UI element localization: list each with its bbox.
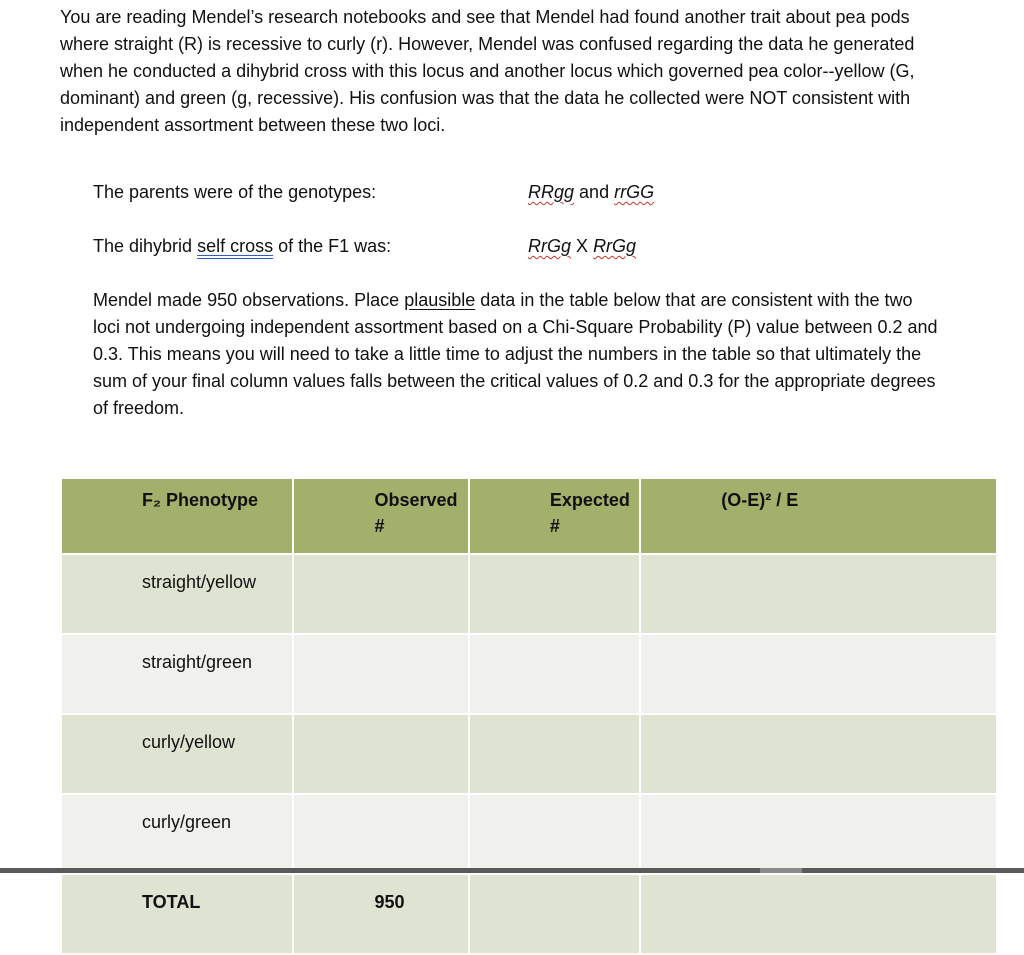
table-total-row [61,874,997,954]
parents-genotypes [528,179,654,206]
chi-square-table [60,477,998,955]
cell-chi[interactable] [640,794,997,874]
cell-observed[interactable] [293,714,468,794]
intro-paragraph: You are reading Mendel’s research notebooks and see that Mendel had found another trait about pea pods where straight (R) is recessive to curly (r). However, Mendel was confused regarding the data he generated when he conducted a dihybrid cross with this locus and another locus which governed pea color--yellow (G, dominant) and green (g, recessive). His confusion was that the data he collected were NOT consistent with independent assortment between these two loci. [60,7,915,135]
cell-phenotype: straight/yellow [61,554,293,634]
cell-observed[interactable] [293,554,468,634]
cell-expected[interactable] [469,794,640,874]
table-row [61,714,997,794]
instructions-underlined: plausible [404,290,476,310]
cell-observed[interactable] [293,634,468,714]
cell-expected[interactable] [469,554,640,634]
parent-genotype-2: rrGG [614,182,655,202]
total-chi[interactable] [640,874,997,954]
table-header-row [61,478,997,554]
header-observed [293,478,468,554]
instructions-paragraph [93,287,943,422]
cell-expected[interactable] [469,634,640,714]
table-row [61,794,997,874]
header-expected-line2: # [549,516,560,536]
total-label: TOTAL [61,874,293,954]
instructions-post: data in the table below that are consistent with the two loci not undergoing independent assortment based on a Chi-Square Probability (P) value between 0.2 and 0.3. This means you will need to take a little time to adjust the numbers in the table so that ultimately the sum of your final column values falls between the critical values of 0.2 and 0.3 for the appropriate degrees of freedom. [93,290,938,418]
instructions-pre: Mendel made 950 observations. Place [93,290,400,310]
table-row [61,634,997,714]
cell-phenotype: curly/yellow [61,714,293,794]
parents-label: The parents were of the genotypes: [93,182,377,202]
parents-and: and [579,182,610,202]
table-row [61,554,997,634]
header-expected-line1: Expected [549,490,630,510]
cross-genotypes [528,233,636,260]
cross-label [93,233,391,260]
cell-observed[interactable] [293,794,468,874]
cell-phenotype: curly/green [61,794,293,874]
cell-chi[interactable] [640,714,997,794]
header-observed-line2: # [374,516,385,536]
cross-genotype-2: RrGg [593,236,637,256]
cross-x: X [576,236,589,256]
cell-chi[interactable] [640,554,997,634]
cross-label-post: of the F1 was: [278,236,392,256]
total-observed: 950 [293,874,468,954]
header-chi: (O-E)² / E [640,478,997,554]
cross-label-pre: The dihybrid [93,236,193,256]
cell-chi[interactable] [640,634,997,714]
scrollbar-thumb[interactable] [760,868,802,873]
total-expected[interactable] [469,874,640,954]
cell-phenotype: straight/green [61,634,293,714]
header-observed-line1: Observed [374,490,458,510]
parent-genotype-1: RRgg [528,182,575,202]
horizontal-scrollbar[interactable] [0,868,1024,873]
cross-genotype-1: RrGg [528,236,572,256]
cross-label-link: self cross [197,236,274,256]
cell-expected[interactable] [469,714,640,794]
header-expected [469,478,640,554]
header-phenotype: F₂ Phenotype [61,478,293,554]
